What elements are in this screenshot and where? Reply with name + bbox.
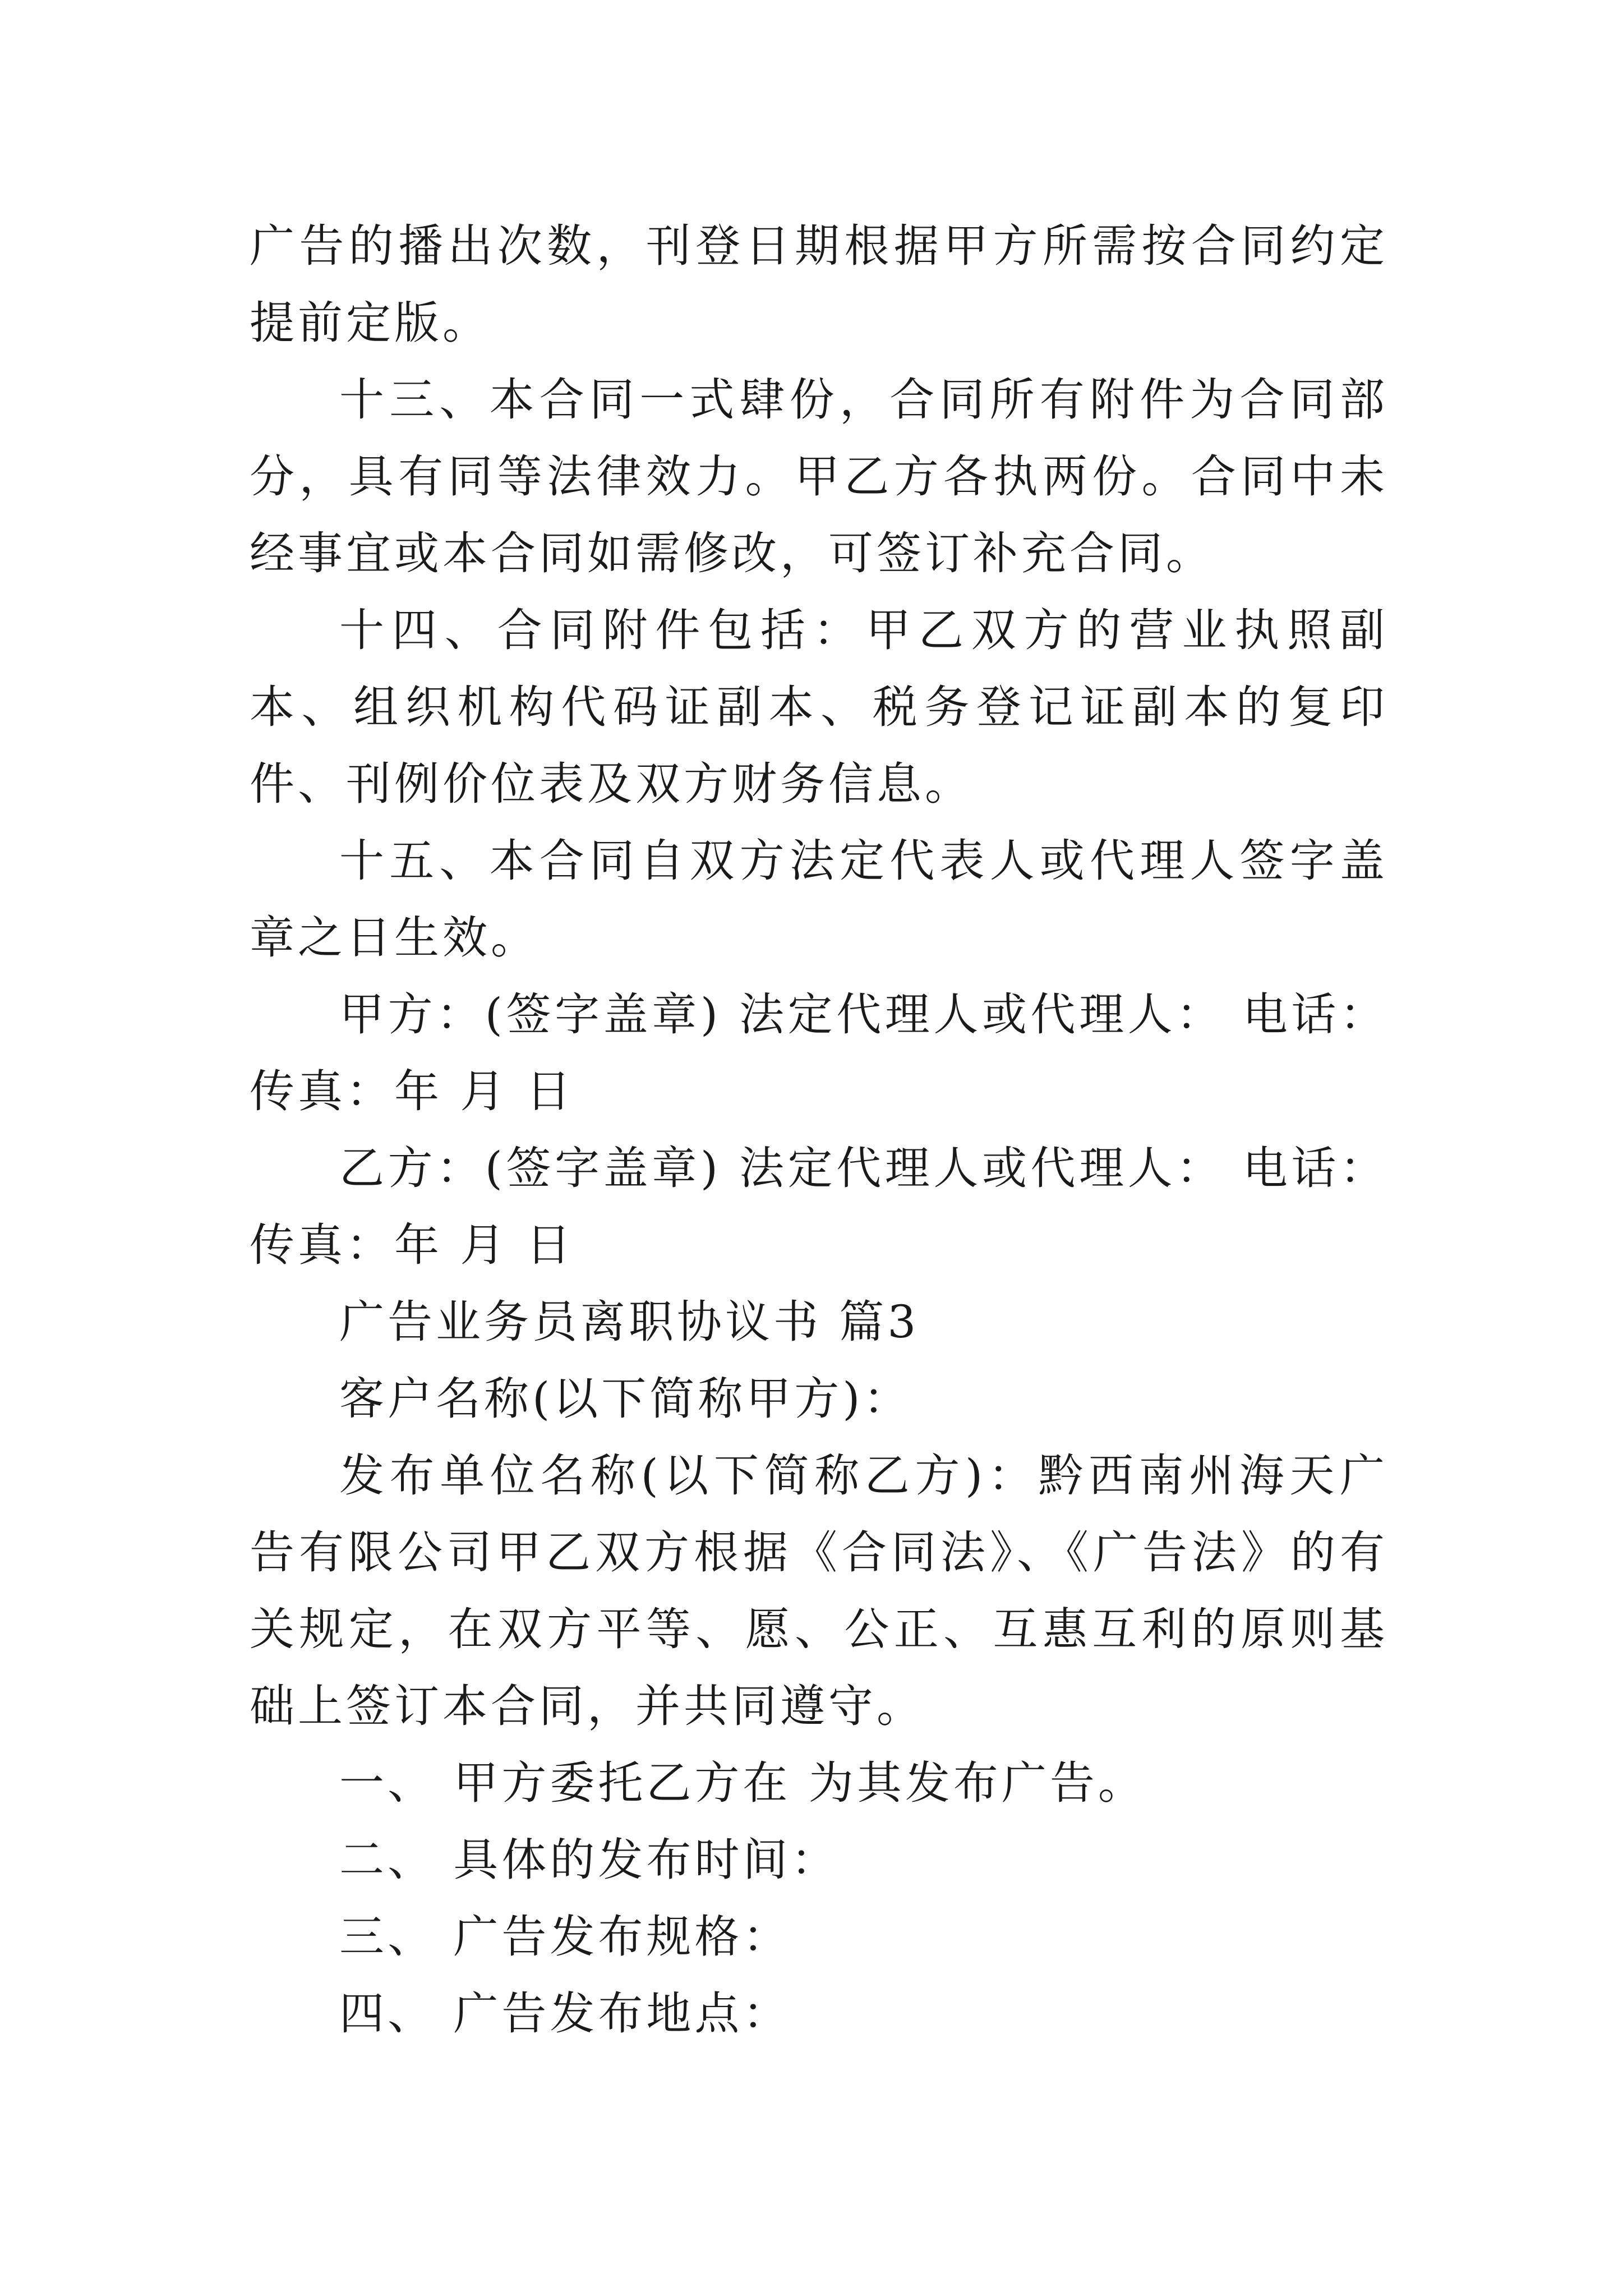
signature-party-a: 甲方：(签字盖章) 法定代理人或代理人： 电话： 传真：年 月 日 [250, 988, 1388, 1117]
signature-party-b: 乙方：(签字盖章) 法定代理人或代理人： 电话： 传真：年 月 日 [250, 1142, 1388, 1271]
document-body [250, 208, 1388, 2052]
paragraph-clause-15: 十五、本合同自双方法定代表人或代理人签字盖章之日生效。 [250, 835, 1388, 964]
paragraph-clause-13: 十三、本合同一式肆份，合同所有附件为合同部分，具有同等法律效力。甲乙方各执两份。合同中未经事宜或本合同如需修改，可签订补充合同。 [250, 374, 1388, 579]
list-item-3: 三、 广告发布规格： [339, 1911, 791, 1963]
list-item-4: 四、 广告发布地点： [339, 1987, 791, 2040]
publisher-name-paragraph: 发布单位名称(以下简称乙方)：黔西南州海天广告有限公司甲乙双方根据《合同法》、《广告法》的有关规定，在双方平等、愿、公正、互惠互利的原则基础上签订本合同，并共同遵守。 [250, 1450, 1388, 1732]
paragraph-ad-broadcast-count: 广告的播出次数，刊登日期根据甲方所需按合同约定提前定版。 [250, 220, 1388, 349]
client-name-line: 客户名称(以下简称甲方)： [339, 1373, 912, 1425]
list-item-2: 二、 具体的发布时间： [339, 1834, 840, 1886]
paragraph-clause-14: 十四、合同附件包括：甲乙双方的营业执照副本、组织机构代码证副本、税务登记证副本的复印件、刊例价位表及双方财务信息。 [250, 604, 1388, 810]
list-item-1: 一、 甲方委托乙方在 为其发布广告。 [339, 1757, 1146, 1809]
section-heading: 广告业务员离职协议书 篇3 [339, 1296, 920, 1348]
